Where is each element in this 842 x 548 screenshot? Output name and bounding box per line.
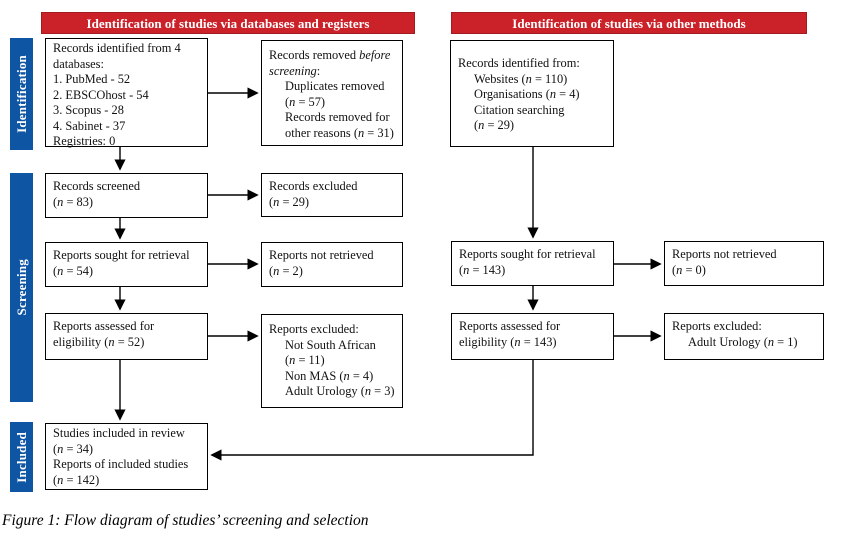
box-line: Reports sought for retrieval — [53, 248, 190, 262]
phase-bar-identification — [10, 38, 33, 150]
box-line: screening: — [269, 63, 321, 78]
box-reports-not-retrieved-databases — [261, 242, 403, 287]
box-records-screened — [45, 173, 208, 218]
box-line: Reports assessed for — [459, 319, 561, 333]
box-line: Reports sought for retrieval — [459, 247, 596, 261]
box-line: Adult Urology (n = 1) — [688, 334, 798, 349]
box-line: Non MAS (n = 4) — [285, 368, 374, 383]
box-line: (n = 34) — [53, 441, 94, 456]
box-line: (n = 143) — [459, 262, 506, 277]
box-line: (n = 11) — [285, 353, 325, 367]
box-line: (n = 2) — [269, 263, 303, 278]
box-reports-excluded-other — [664, 313, 824, 360]
box-line: Studies included in review — [53, 426, 185, 440]
box-line: Records screened — [53, 179, 141, 193]
box-line: eligibility (n = 52) — [53, 334, 145, 349]
box-line: Reports excluded: — [672, 319, 762, 333]
box-line: other reasons (n = 31) — [285, 125, 394, 140]
box-line: Organisations (n = 4) — [474, 87, 580, 101]
phase-bar-screening — [10, 173, 33, 402]
box-reports-excluded-databases — [261, 314, 403, 408]
box-line: (n = 54) — [53, 263, 94, 278]
box-records-identified-other — [450, 40, 614, 147]
box-reports-not-retrieved-other — [664, 241, 824, 286]
box-line: Records removed for — [285, 110, 390, 124]
phase-label-identification: Identification — [13, 55, 29, 133]
banner-databases-label: Identification of studies via databases and registers — [86, 15, 370, 31]
box-reports-sought-databases — [45, 242, 208, 287]
box-line: 1. PubMed - 52 — [53, 72, 131, 86]
banner-databases-registers — [41, 12, 415, 34]
box-line: eligibility (n = 143) — [459, 334, 557, 349]
box-line: (n = 29) — [474, 118, 515, 132]
box-line: Websites (n = 110) — [474, 71, 568, 86]
box-line: Adult Urology (n = 3) — [285, 384, 395, 398]
box-studies-included — [45, 423, 208, 490]
box-line: (n = 0) — [672, 262, 706, 277]
box-records-excluded — [261, 173, 403, 217]
box-records-identified-databases — [45, 38, 208, 147]
box-line: Records excluded — [269, 179, 358, 193]
phase-label-screening: Screening — [13, 259, 29, 316]
box-line: Records identified from 4 — [53, 41, 181, 55]
box-line: Duplicates removed — [285, 79, 385, 93]
box-records-removed-before-screening — [261, 40, 403, 146]
phase-label-included: Included — [13, 431, 29, 483]
box-line: (n = 142) — [53, 472, 100, 487]
box-reports-assessed-other — [451, 313, 614, 360]
box-line: Reports not retrieved — [269, 248, 374, 262]
box-line: Records removed before — [269, 48, 391, 62]
box-line: 4. Sabinet - 37 — [53, 118, 126, 133]
box-line: Not South African — [285, 337, 376, 352]
phase-bar-included — [10, 422, 33, 492]
box-line: 3. Scopus - 28 — [53, 103, 124, 117]
banner-other-methods — [451, 12, 807, 34]
box-line: 2. EBSCOhost - 54 — [53, 87, 149, 102]
box-line: Reports of included studies — [53, 457, 189, 471]
figure-caption: Figure 1: Flow diagram of studies’ screening and selection — [2, 512, 369, 529]
box-line: Reports excluded: — [269, 322, 359, 336]
box-line: Reports not retrieved — [672, 247, 777, 261]
box-line: (n = 83) — [53, 194, 94, 209]
box-reports-assessed-databases — [45, 313, 208, 360]
box-line: Reports assessed for — [53, 319, 155, 333]
box-line: Citation searching — [474, 102, 565, 117]
banner-other-label: Identification of studies via other methods — [512, 15, 746, 31]
box-reports-sought-other — [451, 241, 614, 286]
box-line: Registries: 0 — [53, 134, 116, 148]
box-line: databases: — [53, 56, 104, 71]
box-line: (n = 29) — [269, 194, 310, 209]
box-line: (n = 57) — [285, 94, 326, 109]
box-line: Records identified from: — [458, 56, 580, 70]
